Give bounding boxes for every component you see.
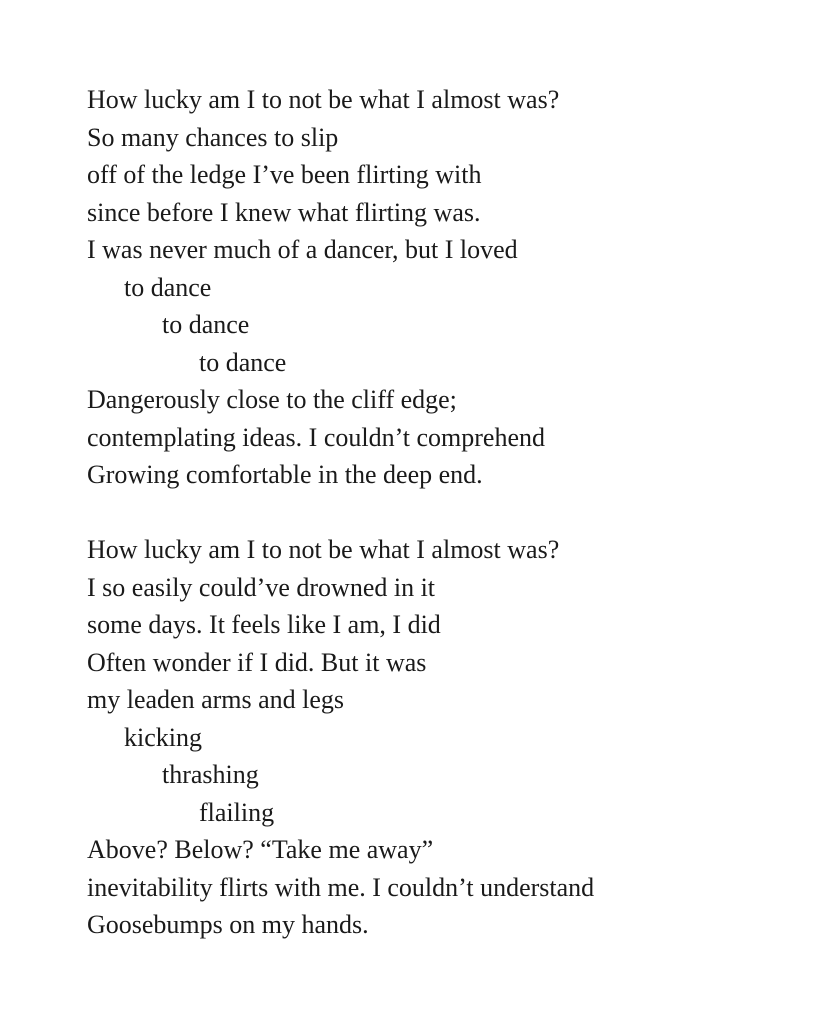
poem-line-indented: thrashing: [162, 760, 259, 789]
poem-line: contemplating ideas. I couldn’t comprehend: [87, 422, 545, 452]
stanza-1: [87, 81, 594, 494]
poem-line: Often wonder if I did. But it was: [87, 647, 427, 677]
stanza-2: [87, 531, 594, 944]
poem-line: Above? Below? “Take me away”: [87, 835, 434, 864]
poem-line: How lucky am I to not be what I almost was?: [87, 85, 560, 114]
poem-line: since before I knew what flirting was.: [87, 197, 481, 227]
poem-line-indented: kicking: [124, 722, 202, 752]
poem-line: some days. It feels like I am, I did: [87, 610, 441, 639]
poem: [87, 81, 594, 944]
poem-line-indented: to dance: [124, 272, 212, 302]
poem-line: Goosebumps on my hands.: [87, 910, 369, 939]
poem-line: So many chances to slip: [87, 122, 339, 152]
poem-line: I so easily could’ve drowned in it: [87, 572, 436, 602]
poem-line: my leaden arms and legs: [87, 685, 345, 714]
poem-line-indented: flailing: [199, 797, 275, 827]
poem-line: Dangerously close to the cliff edge;: [87, 385, 457, 414]
poem-line: inevitability flirts with me. I couldn’t understand: [87, 872, 595, 902]
poem-line: off of the ledge I’ve been flirting with: [87, 160, 482, 189]
poem-line: How lucky am I to not be what I almost was?: [87, 535, 560, 564]
poem-line: I was never much of a dancer, but I loved: [87, 235, 518, 264]
poem-line-indented: to dance: [199, 347, 287, 377]
poem-line-indented: to dance: [162, 310, 250, 339]
poem-line: Growing comfortable in the deep end.: [87, 460, 483, 489]
